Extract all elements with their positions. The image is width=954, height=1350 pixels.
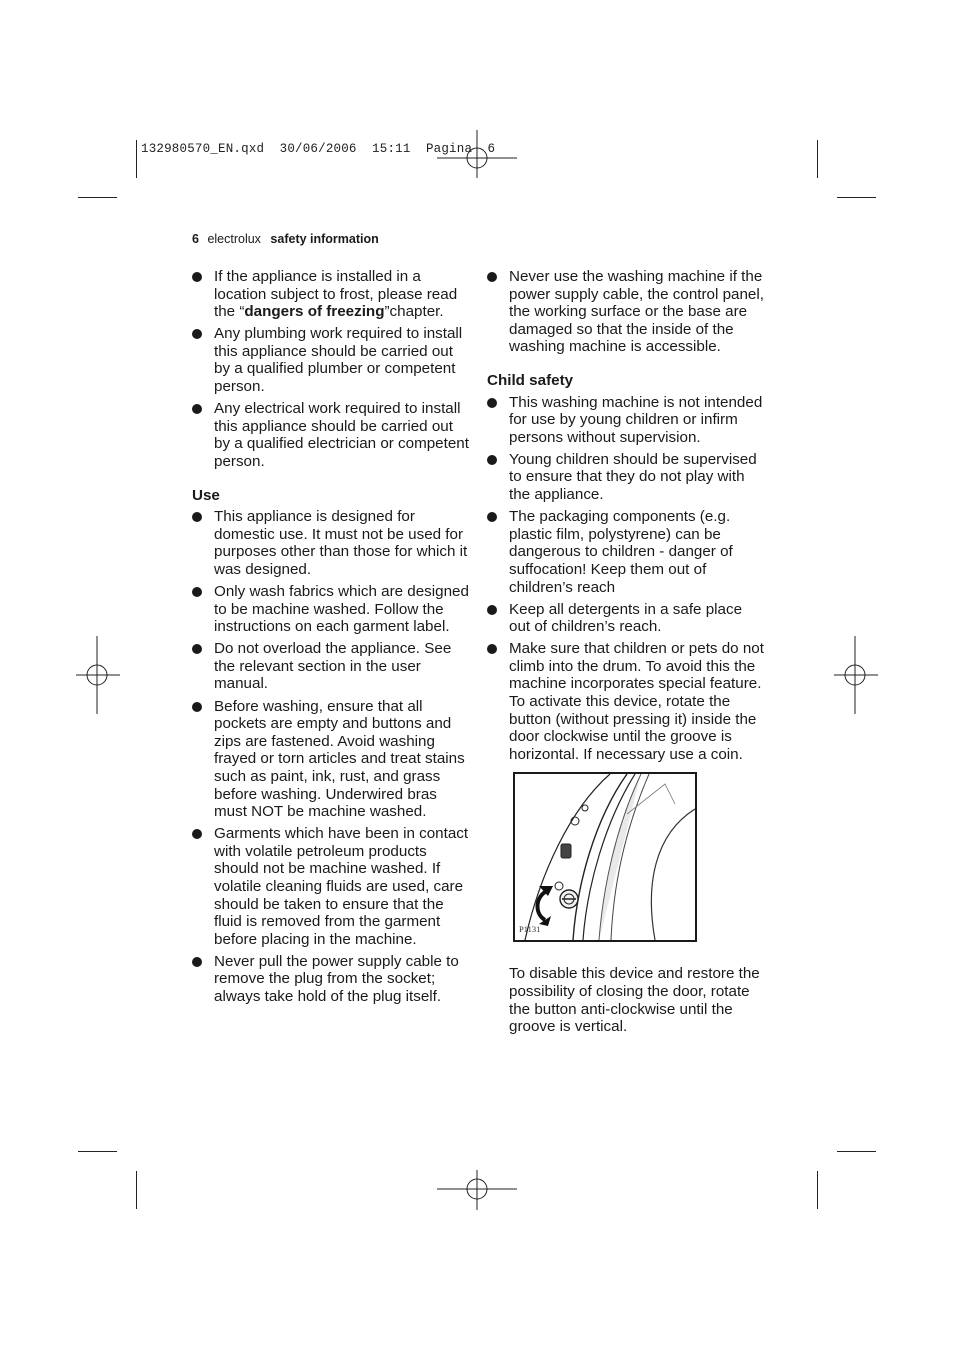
bullet-icon: [487, 644, 497, 654]
list-item: This washing machine is not intended for use by young children or infirm persons without supervision.: [487, 394, 767, 447]
bullet-icon: [192, 512, 202, 522]
list-item: Keep all detergents in a safe place out of children’s reach.: [487, 601, 767, 636]
list-item: Never use the washing machine if the power supply cable, the control panel, the working surface or the base are damaged so that the inside of the washing machine is accessible.: [487, 268, 767, 356]
bullet-icon: [487, 455, 497, 465]
figure-code: P1131: [519, 923, 541, 934]
bullet-icon: [192, 702, 202, 712]
bullet-icon: [487, 605, 497, 615]
registration-mark-bottom: [437, 1170, 517, 1210]
list-item: Only wash fabrics which are designed to be machine washed. Follow the instructions on each garment label.: [192, 583, 472, 636]
bullet-icon: [192, 957, 202, 967]
bullet-icon: [487, 398, 497, 408]
list-item: Young children should be supervised to ensure that they do not play with the appliance.: [487, 451, 767, 504]
running-header: [192, 232, 379, 246]
right-column: [487, 268, 767, 1036]
list-item: Do not overload the appliance. See the relevant section in the user manual.: [192, 640, 472, 693]
list-item: Any electrical work required to install this appliance should be carried out by a qualified electrician or competent person.: [192, 400, 472, 470]
registration-mark-top: [437, 130, 517, 178]
registration-mark-left: [76, 636, 120, 714]
page-number: 6: [192, 232, 199, 246]
door-drawing: [515, 774, 695, 940]
list-item: This appliance is designed for domestic use. It must not be used for purposes other than those for which it was designed.: [192, 508, 472, 578]
list-item: Make sure that children or pets do not climb into the drum. To avoid this the machine incorporates special feature. To activate this device, rotate the button (without pressing it) inside the door clockwise until the groove is horizontal. If necessary use a coin.: [487, 640, 767, 763]
list-item: Before washing, ensure that all pockets are empty and buttons and zips are fastened. Avoid washing frayed or torn articles and treat stains such as paint, ink, rust, and grass before washing. Underwired bras must NOT be machine washed.: [192, 698, 472, 821]
left-column: [192, 268, 472, 1010]
list-item: The packaging components (e.g. plastic film, polystyrene) can be dangerous to children - danger of suffocation! Keep them out of children’s reach: [487, 508, 767, 596]
chapter-reference: dangers of freezing: [244, 303, 385, 321]
bullet-icon: [192, 272, 202, 282]
door-child-lock-illustration: [513, 772, 697, 942]
brand-name: electrolux: [207, 232, 261, 246]
bullet-icon: [192, 587, 202, 597]
list-item: Garments which have been in contact with volatile petroleum products should not be machine washed. If volatile cleaning fluids are used, care should be taken to ensure that the fluid is removed from the garment before placing in the machine.: [192, 825, 472, 948]
bullet-icon: [192, 829, 202, 839]
bullet-icon: [192, 329, 202, 339]
child-safety-heading: Child safety: [487, 371, 574, 389]
list-item: Never pull the power supply cable to remove the plug from the socket; always take hold of the plug itself.: [192, 953, 472, 1006]
list-item: Any plumbing work required to install this appliance should be carried out by a qualified plumber or competent person.: [192, 325, 472, 395]
list-item: If the appliance is installed in a location subject to frost, please read the “dangers of freezing”chapter.: [192, 268, 472, 321]
bullet-icon: [192, 404, 202, 414]
bullet-icon: [192, 644, 202, 654]
section-title: safety information: [270, 232, 379, 246]
after-figure-paragraph: To disable this device and restore the possibility of closing the door, rotate the button anti-clockwise until the groove is vertical.: [509, 965, 760, 1036]
use-heading: Use: [192, 486, 220, 504]
registration-mark-right: [834, 636, 878, 714]
bullet-icon: [487, 512, 497, 522]
file-slug: 132980570_EN.qxd 30/06/2006 15:11 Pagina 6: [141, 142, 496, 156]
bullet-icon: [487, 272, 497, 282]
